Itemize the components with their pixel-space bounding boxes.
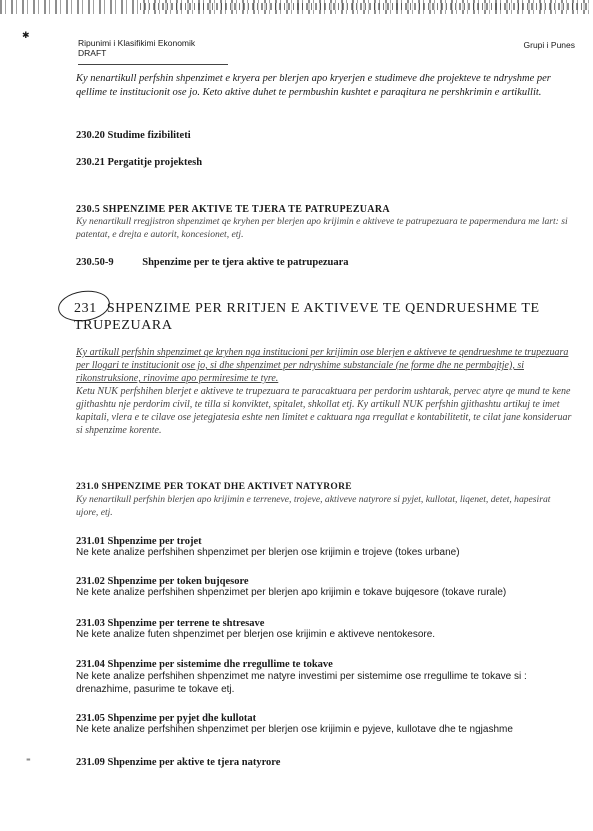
- header-left: [78, 38, 195, 58]
- item-text: Ne kete analize perfshihen shpenzimet me natyre investimi per sistemime ose rregullime te tokave si : drenazhime, pasurime te tokave etj.: [76, 671, 527, 695]
- section-231-heading: SHPENZIME PER RRITJEN E AKTIVEVE TE QENDRUESHME TE TRUPEZUARA: [74, 301, 540, 333]
- section-231-paragraph-1: Ky artikull perfshin shpenzimet qe kryhen nga institucioni per krijimin ose blerjen e aktiveve te qendrueshme te trupezuara per llogari te institucionit ose jo, si dhe shpenzimet per ndryshime substanciale (ne forme dhe ne permbajtje), si rikonstruksione, rinovime apo permiresime te tyre.: [76, 347, 569, 384]
- section-231-0-text: Ky nenartikull perfshin blerjen apo krijimin e terreneve, trojeve, aktiveve natyrore si pyjet, kullotat, liqenet, detet, hapesirat ujore, etj.: [76, 494, 551, 518]
- section-230-20: 230.20 Studime fizibiliteti: [76, 130, 191, 141]
- item-231-03: [76, 618, 575, 640]
- section-230-50-9: [76, 257, 575, 268]
- item-title: 231.05 Shpenzime per pyjet dhe kullotat: [76, 713, 257, 724]
- section-230-5-text: Ky nenartikull rregjistron shpenzimet qe kryhen per blerjen apo krijimin e aktiveve te patrupezuara te papermendura me lart: si patentat, e drejta e autorit, koncesionet, etj.: [76, 216, 568, 240]
- section-231-0-title: 231.0 SHPENZIME PER TOKAT DHE AKTIVET NATYRORE: [76, 482, 352, 492]
- margin-mark: ⁼: [26, 756, 31, 766]
- section-231-code: 231: [74, 301, 97, 316]
- item-231-04: [76, 659, 575, 696]
- item-title: 231.02 Shpenzime per token bujqesore: [76, 576, 249, 587]
- header-right: Grupi i Punes: [523, 40, 575, 50]
- section-code: 230.50-9: [76, 257, 114, 268]
- header-rule: [78, 64, 228, 65]
- header-title: Ripunimi i Klasifikimi Ekonomik: [78, 38, 196, 48]
- item-text: Ne kete analize futen shpenzimet per blerjen ose krijimin e aktiveve nentokesore.: [76, 629, 436, 640]
- intro-paragraph: Ky nenartikull perfshin shpenzimet e kryera per blerjen apo kryerjen e studimeve dhe projekteve te ndryshme per qellime te institucionit ose jo. Keto aktive duhet te permbushin kushtet e paraqitura ne pershkrimin e artikullit.: [76, 73, 551, 98]
- item-text: Ne kete analize perfshihen shpenzimet per blerjen ose krijimin e pyjeve, kullotave dhe te ngjashme: [76, 724, 513, 735]
- item-231-05: [76, 713, 575, 735]
- section-231-paragraph-2: Ketu NUK perfshihen blerjet e aktiveve te trupezuara te paracaktuara per perdorim ushtarak, pervec atyre qe mund te kene gjithashtu nje perdorim civil, te tilla si konviktet, spitalet, shkollat etj. Ky artikull NUK perfshin gjithashtu artikuj te imet kapitali, vlera e te cilave ose jetegjatesia eshte nen limitet e caktuara nga rregullat e kontabilitetit, te cilat jane konsideruar si shpenzime korente.: [76, 386, 572, 436]
- section-230-21: 230.21 Pergatitje projektesh: [76, 157, 203, 168]
- item-text: Ne kete analize perfshihen shpenzimet per blerjen apo krijimin e tokave bujqesore (tokave rurale): [76, 587, 507, 598]
- section-230-5-title: 230.5 SHPENZIME PER AKTIVE TE TJERA TE PATRUPEZUARA: [76, 204, 390, 215]
- item-text: Ne kete analize perfshihen shpenzimet per blerjen ose krijimin e trojeve (tokes urbane): [76, 547, 460, 558]
- item-title: 231.01 Shpenzime per trojet: [76, 536, 202, 547]
- section-231-title: [74, 300, 575, 334]
- item-231-02: [76, 576, 575, 598]
- scan-noise: [140, 3, 590, 10]
- item-231-09: [76, 757, 575, 768]
- margin-mark: ✱: [22, 30, 30, 40]
- item-title: 231.03 Shpenzime per terrene te shtresave: [76, 618, 265, 629]
- item-title: 231.04 Shpenzime per sistemime dhe rregullime te tokave: [76, 659, 333, 670]
- section-label: Shpenzime per te tjera aktive te patrupezuara: [142, 257, 349, 268]
- header-draft: DRAFT: [78, 48, 107, 58]
- item-title: 231.09 Shpenzime per aktive te tjera natyrore: [76, 757, 281, 768]
- item-231-01: [76, 536, 575, 558]
